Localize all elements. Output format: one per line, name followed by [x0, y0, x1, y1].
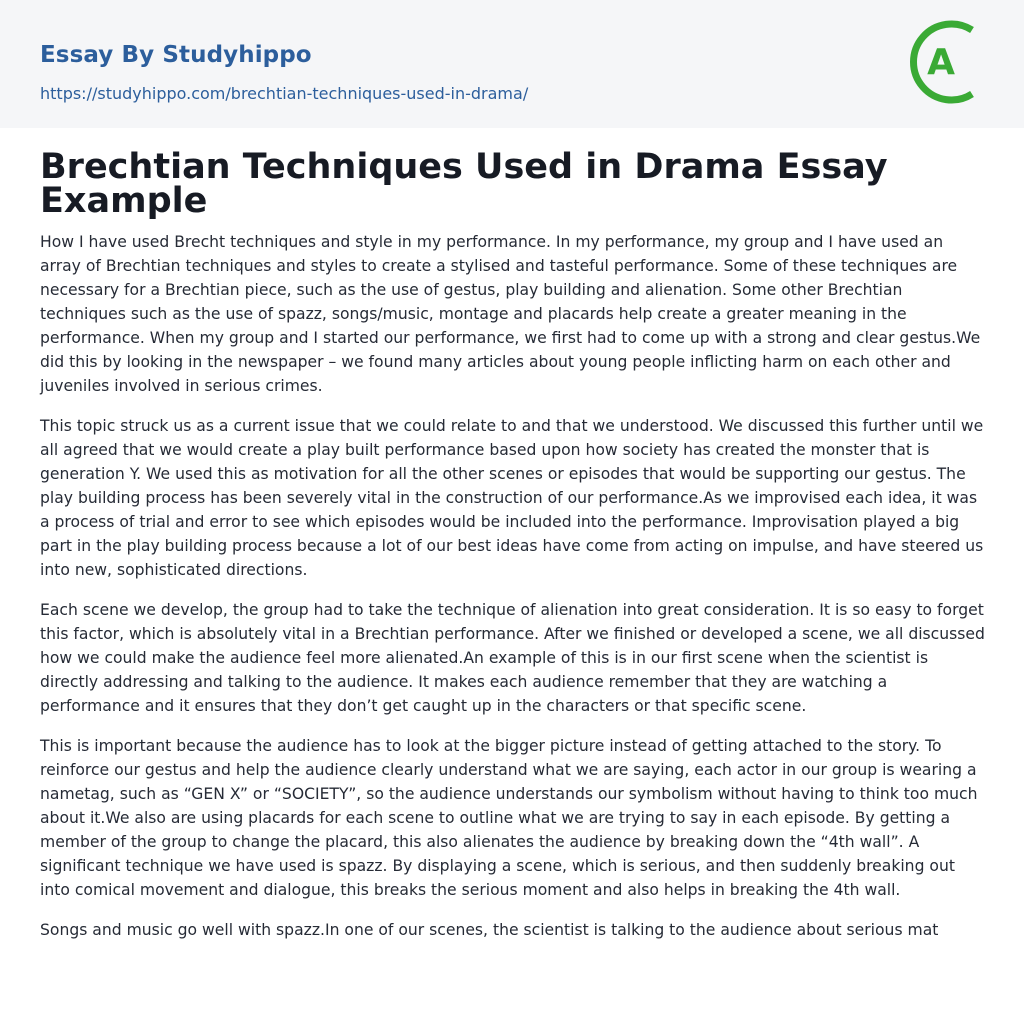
- article-paragraph: Each scene we develop, the group had to take the technique of alienation into great consideration. It is so easy to forget this factor, which is absolutely vital in a Brechtian performance. After we finished or developed a scene, we all discussed how we could make the audience feel more alienated.An example of this is in our first scene when the scientist is directly addressing and talking to the audience. It makes each audience remember that they are watching a performance and it ensures that they don’t get caught up in the characters or that specific scene.: [40, 601, 985, 715]
- article-body: [40, 230, 988, 958]
- studyhippo-logo-icon[interactable]: [906, 18, 986, 106]
- article-url-link[interactable]: https://studyhippo.com/brechtian-techniques-used-in-drama/: [40, 84, 529, 103]
- article-paragraph: This topic struck us as a current issue that we could relate to and that we understood. We discussed this further until we all agreed that we would create a play built performance based upon how society has created the monster that is generation Y. We used this as motivation for all the other scenes or episodes that would be supporting our gestus. The play building process has been severely vital in the construction of our performance.As we improvised each idea, it was a process of trial and error to see which episodes would be included into the performance. Improvisation played a big part in the play building process because a lot of our best ideas have come from acting on impulse, and have steered us into new, sophisticated directions.: [40, 417, 984, 579]
- logo-letter: A: [927, 42, 955, 83]
- article-paragraph: Songs and music go well with spazz.In one of our scenes, the scientist is talking to the audience about serious mat: [40, 921, 939, 939]
- article-paragraph: How I have used Brecht techniques and style in my performance. In my performance, my group and I have used an array of Brechtian techniques and styles to create a stylised and tasteful performance. Some of these techniques are necessary for a Brechtian piece, such as the use of gestus, play building and alienation. Some other Brechtian techniques such as the use of spazz, songs/music, montage and placards help create a greater meaning in the performance. When my group and I started our performance, we first had to come up with a strong and clear gestus.We did this by looking in the newspaper – we found many articles about young people inflicting harm on each other and juveniles involved in serious crimes.: [40, 233, 981, 395]
- article-paragraph: This is important because the audience has to look at the bigger picture instead of getting attached to the story. To reinforce our gestus and help the audience clearly understand what we are saying, each actor in our group is wearing a nametag, such as “GEN X” or “SOCIETY”, so the audience understands our symbolism without having to think too much about it.We also are using placards for each scene to outline what we are trying to say in each episode. By getting a member of the group to change the placard, this also alienates the audience by breaking down the “4th wall”. A significant technique we have used is spazz. By displaying a scene, which is serious, and then suddenly breaking out into comical movement and dialogue, this breaks the serious moment and also helps in breaking the 4th wall.: [40, 737, 978, 899]
- site-brand[interactable]: Essay By Studyhippo: [40, 42, 312, 68]
- site-header: [0, 0, 1024, 128]
- page-title: Brechtian Techniques Used in Drama Essay Example: [40, 147, 888, 221]
